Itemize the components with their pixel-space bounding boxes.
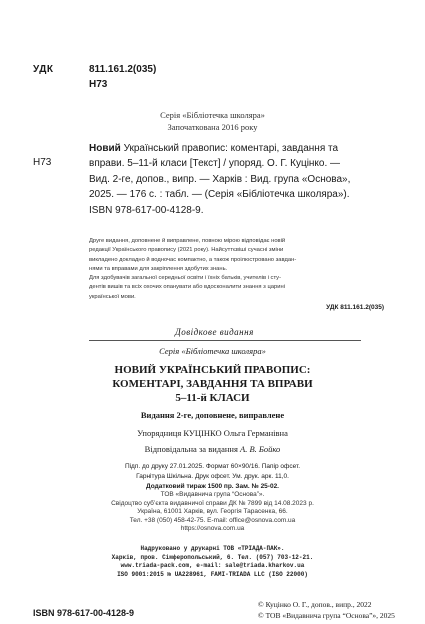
- series-start-line: Започаткована 2016 року: [167, 122, 258, 132]
- reference-edition: Довідкове видання: [175, 327, 254, 337]
- annotation-line: української мови.: [89, 293, 136, 300]
- udk-bottom: УДК 811.161.2(035): [326, 304, 384, 311]
- responsible-editor: [0, 444, 425, 454]
- catalog-line-4: 2025. — 176 с. : табл. — (Серія «Бібліотечка школяра»).: [89, 189, 350, 201]
- publisher-info: [0, 491, 425, 534]
- catalog-isbn: ISBN 978-617-00-4128-9.: [89, 204, 204, 216]
- divider: [89, 340, 361, 341]
- footer-isbn: ISBN 978-617-00-4128-9: [33, 608, 135, 618]
- annotation-line: нями та вправами для закріплення здобутих знань.: [89, 265, 228, 272]
- printer-line: ISO 9001:2015 № UA228961, FAMI-TRIADA LLC (ISO 22000): [117, 570, 308, 578]
- annotation-line: дентів вишів та всіх охочих опанувати або вдосконалити знання з царині: [89, 284, 285, 291]
- responsible-name: А. В. Бойко: [240, 444, 281, 454]
- annotation-line: Для здобувачів загальної середньої освіти і їхніх батьків, учителів і сту-: [89, 275, 281, 282]
- compiler: Упорядниця КУЦІНКО Ольга Германівна: [137, 428, 288, 438]
- book-title-line: НОВИЙ УКРАЇНСЬКИЙ ПРАВОПИС:: [114, 364, 311, 376]
- printer-line: Харків, пров. Сімферопольський, 6. Тел. (057) 703-12-21.: [111, 553, 314, 561]
- edition-info: Видання 2-ге, доповнене, виправлене: [140, 410, 285, 420]
- publisher-line: Україна, 61001 Харків, вул. Георгія Тарасенка, 66.: [137, 508, 288, 516]
- copyright-author: © Куцінко О. Г., допов., випр., 2022: [258, 600, 372, 609]
- udk-code: 811.161.2(035): [89, 64, 157, 75]
- publisher-line: Тел. +38 (050) 458-42-75. E-mail: office@osnova.com.ua: [129, 516, 296, 524]
- book-title-line: КОМЕНТАРІ, ЗАВДАННЯ ТА ВПРАВИ: [112, 378, 313, 390]
- series-center: Серія «Бібліотечка школяра»: [159, 346, 266, 356]
- annotation-line: Друге видання, доповнене й виправлене, повною мірою відповідає новій: [89, 238, 286, 244]
- catalog-line-2: вправи. 5–11-й класи [Текст] / упоряд. О. Г. Куцінко. —: [89, 158, 341, 170]
- print-line: Гарнітура Шкільна. Друк офсет. Ум. друк. арк. 11,0.: [136, 473, 289, 480]
- udk-label: УДК: [33, 64, 54, 75]
- book-title: [0, 363, 425, 405]
- print-info: [0, 462, 425, 492]
- catalog-entry-bold: Новий: [89, 143, 121, 154]
- responsible-label: Відповідальна за видання: [144, 444, 238, 454]
- printer-info: [0, 545, 425, 579]
- print-line: Підп. до друку 27.01.2025. Формат 60×90/16. Папір офсет.: [124, 463, 301, 470]
- print-line: Додатковий тираж 1500 пр. Зам. № 25-02.: [146, 483, 279, 490]
- catalog-mark: Н73: [33, 157, 52, 168]
- catalog-line-1: Український правопис: коментарі, завдання та: [123, 143, 339, 154]
- printer-line: Надруковано у друкарні ТОВ «ТРІАДА-ПАК».: [140, 545, 285, 552]
- publisher-line: Свідоцтво суб’єкта видавничої справи ДК № 7899 від 14.08.2023 р.: [111, 499, 314, 507]
- publisher-line: https://osnova.com.ua: [180, 525, 245, 533]
- catalog-line-3: Вид. 2-ге, допов., випр. — Харків : Вид. група «Основа»,: [89, 173, 351, 185]
- annotation-line: викладено докладно й водночас компактно, а також проілюстровано завдан-: [89, 256, 297, 263]
- publisher-line: ТОВ «Видавнича група “Основа”».: [160, 491, 265, 498]
- book-title-line: 5–11-й КЛАСИ: [175, 392, 250, 404]
- catalog-entry: [89, 141, 395, 218]
- series-line: Серія «Бібліотечка школяра»: [160, 110, 265, 120]
- copyright-publisher: © ТОВ «Видавнича група “Основа”», 2025: [258, 611, 395, 620]
- annotation-line: редакції Українського правопису (2021 року). Найсуттєвіші сучасні зміни: [89, 247, 284, 254]
- author-mark: Н73: [89, 79, 108, 90]
- annotation: [89, 237, 395, 302]
- printer-line: www.triada-pack.com, e-mail: sale@triada.kharkov.ua: [120, 562, 305, 570]
